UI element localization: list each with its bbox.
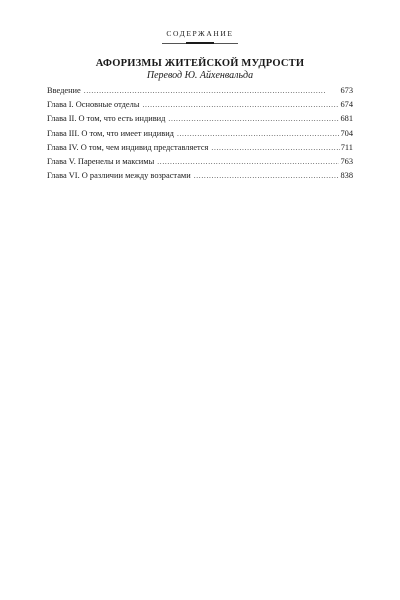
toc-leader-dots bbox=[142, 98, 339, 112]
toc-entry-label: Глава VI. О различии между возрастами bbox=[47, 171, 191, 181]
running-head: СОДЕРЖАНИЕ bbox=[166, 29, 234, 38]
toc-entry-page: 838 bbox=[340, 171, 353, 181]
toc-entry-chapter-4 bbox=[47, 141, 353, 155]
toc-entry-page: 673 bbox=[340, 86, 353, 95]
toc-leader-dots bbox=[157, 155, 339, 169]
toc-leader-dots bbox=[84, 84, 340, 98]
toc-entry-chapter-6 bbox=[47, 169, 353, 183]
section-title: АФОРИЗМЫ ЖИТЕЙСКОЙ МУДРОСТИ bbox=[95, 58, 305, 69]
toc-leader-dots bbox=[168, 112, 339, 126]
toc-entry-chapter-2 bbox=[47, 112, 353, 126]
toc-leader-dots bbox=[211, 141, 339, 155]
toc-entry-label: Глава V. Паренелы и максимы bbox=[47, 156, 155, 166]
toc-entry-label: Глава IV. О том, чем индивид представляется bbox=[47, 142, 209, 152]
table-of-contents bbox=[47, 84, 353, 183]
toc-entry-page: 681 bbox=[340, 114, 353, 124]
header-rule-accent bbox=[186, 42, 214, 44]
toc-entry-chapter-5 bbox=[47, 155, 353, 169]
toc-leader-dots bbox=[177, 127, 339, 141]
toc-entry-page: 763 bbox=[340, 156, 353, 166]
toc-entry-label: Глава I. Основные отделы bbox=[47, 100, 140, 110]
toc-entry-label: Введение bbox=[47, 86, 81, 95]
toc-entry-page: 704 bbox=[340, 128, 353, 138]
toc-leader-dots bbox=[194, 169, 340, 183]
section-subtitle: Перевод Ю. Айхенвальда bbox=[146, 70, 254, 81]
toc-entry-page: 711 bbox=[340, 142, 353, 152]
toc-entry-label: Глава II. О том, что есть индивид bbox=[47, 114, 166, 124]
toc-entry-introduction bbox=[47, 84, 353, 98]
toc-entry-chapter-1 bbox=[47, 98, 353, 112]
toc-entry-page: 674 bbox=[340, 100, 353, 110]
toc-entry-label: Глава III. О том, что имеет индивид bbox=[47, 128, 174, 138]
toc-entry-chapter-3 bbox=[47, 127, 353, 141]
